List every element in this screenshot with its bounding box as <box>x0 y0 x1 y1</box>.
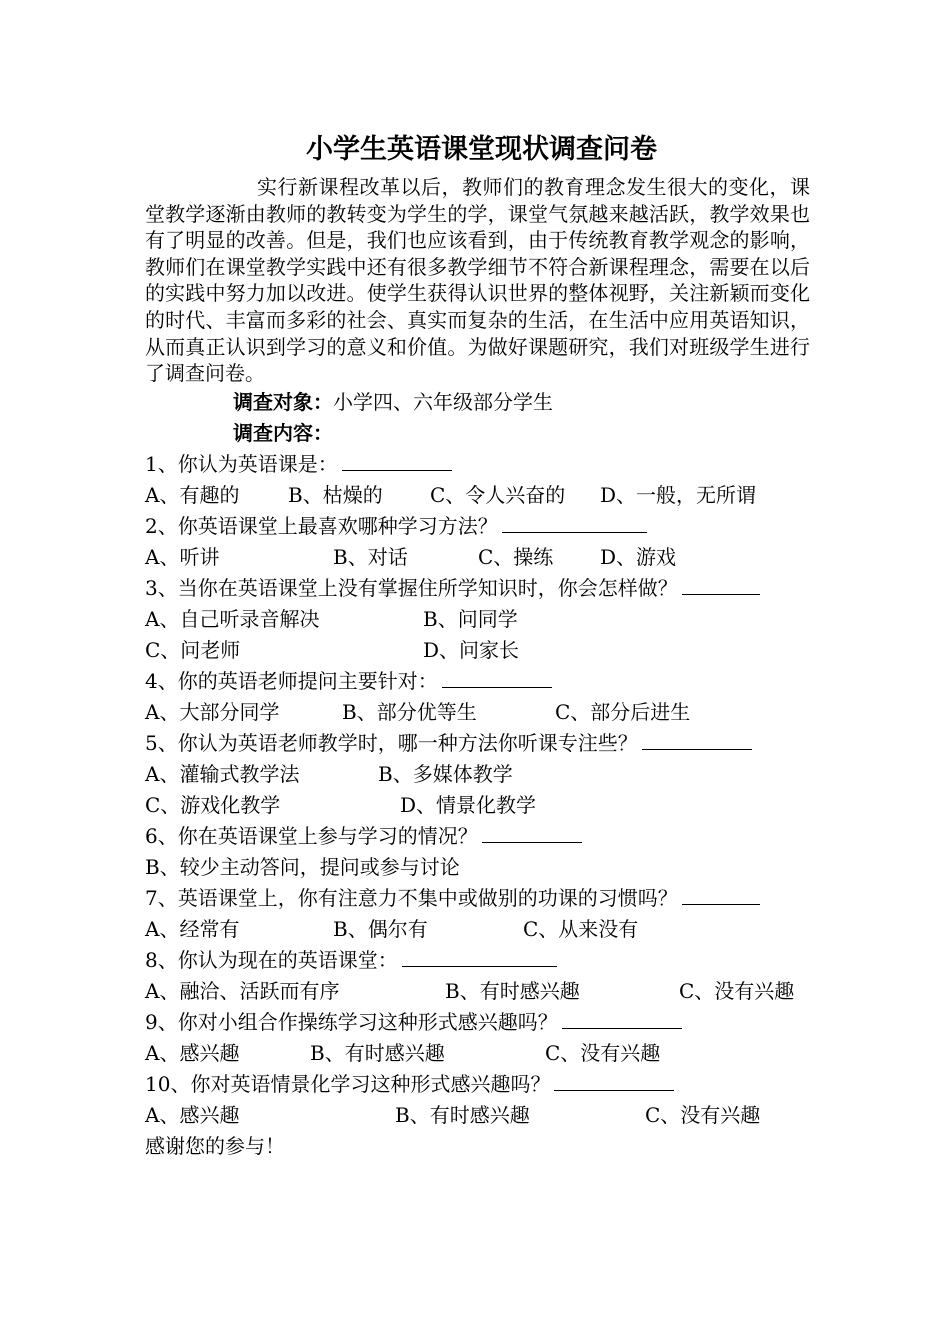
survey-document <box>145 130 810 1162</box>
question-text: 5、你认为英语老师教学时，哪一种方法你听课专注些？ <box>145 730 638 755</box>
question-4 <box>145 666 810 697</box>
option-row <box>145 1038 810 1069</box>
question-3 <box>145 573 810 604</box>
question-2 <box>145 511 810 542</box>
question-9 <box>145 1007 810 1038</box>
option-row <box>145 759 810 790</box>
answer-blank[interactable] <box>682 574 760 595</box>
question-text: 4、你的英语老师提问主要针对： <box>145 668 438 693</box>
answer-blank[interactable] <box>554 1070 674 1091</box>
question-5 <box>145 728 810 759</box>
answer-blank[interactable] <box>482 822 582 843</box>
answer-option[interactable]: B、较少主动答问，提问或参与讨论 <box>145 854 460 879</box>
answer-blank[interactable] <box>502 512 647 533</box>
answer-option[interactable]: A、有趣的 <box>145 482 240 507</box>
question-text: 3、当你在英语课堂上没有掌握住所学知识时，你会怎样做？ <box>145 575 678 600</box>
subject-value: 小学四、六年级部分学生 <box>333 389 553 414</box>
answer-option[interactable]: A、灌输式教学法 <box>145 761 300 786</box>
answer-option[interactable]: A、自己听录音解决 <box>145 606 320 631</box>
answer-option[interactable]: C、游戏化教学 <box>145 792 281 817</box>
option-row <box>145 976 810 1007</box>
option-row <box>145 480 810 511</box>
answer-option[interactable]: B、枯燥的 <box>288 482 383 507</box>
answer-option[interactable]: D、一般，无所谓 <box>600 482 757 507</box>
answer-option[interactable]: A、听讲 <box>145 544 220 569</box>
question-8 <box>145 945 810 976</box>
question-text: 9、你对小组合作操练学习这种形式感兴趣吗？ <box>145 1009 558 1034</box>
survey-content-heading <box>145 418 810 449</box>
option-row <box>145 914 810 945</box>
question-10 <box>145 1069 810 1100</box>
question-text: 8、你认为现在的英语课堂： <box>145 947 398 972</box>
option-row <box>145 697 810 728</box>
answer-option[interactable]: A、感兴趣 <box>145 1040 240 1065</box>
answer-option[interactable]: C、从来没有 <box>523 916 639 941</box>
option-row <box>145 635 810 666</box>
answer-option[interactable]: D、游戏 <box>600 544 677 569</box>
answer-option[interactable]: A、融洽、活跃而有序 <box>145 978 340 1003</box>
page-title: 小学生英语课堂现状调查问卷 <box>306 134 657 165</box>
subject-label: 调查对象： <box>233 389 333 414</box>
answer-option[interactable]: C、没有兴趣 <box>645 1102 761 1127</box>
intro-paragraph: 实行新课程改革以后，教师们的教育理念发生很大的变化，课堂教学逐渐由教师的教转变为学生的学，课堂气氛越来越活跃，教学效果也有了明显的改善。但是，我们也应该看到，由于传统教育教学观念的影响，教师们在课堂教学实践中还有很多教学细节不符合新课程理念，需要在以后的实践中努力加以改进。使学生获得认识世界的整体视野，关注新颖而变化的时代、丰富而多彩的社会、真实而复杂的生活，在生活中应用英语知识，从而真正认识到学习的意义和价值。为做好课题研究，我们对班级学生进行了调查问卷。 <box>145 175 810 386</box>
answer-option[interactable]: B、多媒体教学 <box>378 761 513 786</box>
option-row <box>145 604 810 635</box>
answer-option[interactable]: D、问家长 <box>423 637 520 662</box>
question-text: 10、你对英语情景化学习这种形式感兴趣吗？ <box>145 1071 551 1096</box>
answer-blank[interactable] <box>642 729 752 750</box>
answer-option[interactable]: C、操练 <box>478 544 554 569</box>
answer-option[interactable]: B、部分优等生 <box>342 699 477 724</box>
answer-blank[interactable] <box>442 667 552 688</box>
question-text: 6、你在英语课堂上参与学习的情况？ <box>145 823 478 848</box>
answer-option[interactable]: C、没有兴趣 <box>679 978 795 1003</box>
question-text: 1、你认为英语课是： <box>145 451 338 476</box>
answer-blank[interactable] <box>342 450 452 471</box>
question-7 <box>145 883 810 914</box>
answer-blank[interactable] <box>562 1008 682 1029</box>
answer-option[interactable]: B、有时感兴趣 <box>445 978 580 1003</box>
option-row <box>145 1100 810 1131</box>
answer-blank[interactable] <box>682 884 760 905</box>
option-row <box>145 542 810 573</box>
answer-option[interactable]: C、没有兴趣 <box>545 1040 661 1065</box>
answer-option[interactable]: C、问老师 <box>145 637 241 662</box>
answer-option[interactable]: B、对话 <box>333 544 408 569</box>
answer-option[interactable]: C、令人兴奋的 <box>430 482 566 507</box>
answer-option[interactable]: A、经常有 <box>145 916 240 941</box>
question-list <box>145 449 810 1131</box>
answer-option[interactable]: B、有时感兴趣 <box>310 1040 445 1065</box>
answer-option[interactable]: D、情景化教学 <box>400 792 537 817</box>
closing-text: 感谢您的参与！ <box>145 1133 285 1158</box>
question-text: 7、英语课堂上，你有注意力不集中或做别的功课的习惯吗？ <box>145 885 678 910</box>
answer-option[interactable]: A、感兴趣 <box>145 1102 240 1127</box>
answer-option[interactable]: A、大部分同学 <box>145 699 280 724</box>
question-1 <box>145 449 810 480</box>
answer-option[interactable]: B、有时感兴趣 <box>395 1102 530 1127</box>
question-text: 2、你英语课堂上最喜欢哪种学习方法？ <box>145 513 498 538</box>
answer-option[interactable]: B、偶尔有 <box>333 916 428 941</box>
survey-subject <box>145 387 810 418</box>
option-row <box>145 852 810 883</box>
question-6 <box>145 821 810 852</box>
answer-option[interactable]: C、部分后进生 <box>555 699 691 724</box>
answer-blank[interactable] <box>402 946 557 967</box>
content-label: 调查内容： <box>233 420 333 445</box>
answer-option[interactable]: B、问同学 <box>423 606 518 631</box>
option-row <box>145 790 810 821</box>
